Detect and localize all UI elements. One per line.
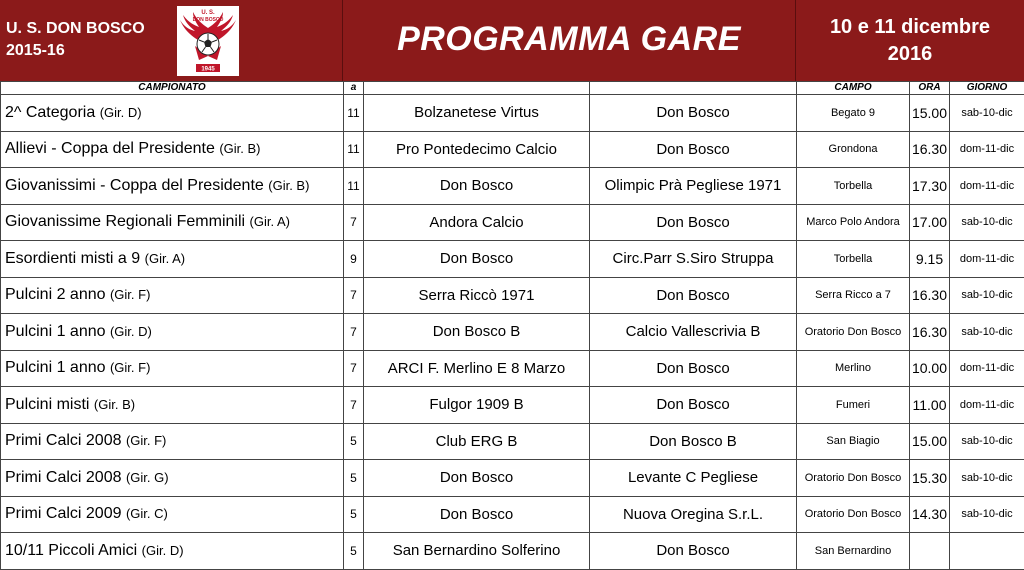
away-team-cell: Don Bosco B <box>590 423 797 460</box>
girone-label: (Gir. D) <box>100 105 142 120</box>
campionato-cell <box>1 168 344 205</box>
home-team-cell: Fulgor 1909 B <box>364 387 590 424</box>
players-cell: 5 <box>344 533 364 570</box>
away-team-cell: Nuova Oregina S.r.L. <box>590 496 797 533</box>
players-cell: 5 <box>344 460 364 497</box>
day-cell: dom-11-dic <box>950 241 1024 278</box>
table-row <box>1 387 1024 424</box>
venue-cell: Fumeri <box>797 387 910 424</box>
campionato-cell <box>1 460 344 497</box>
campionato-cell <box>1 314 344 351</box>
players-cell: 9 <box>344 241 364 278</box>
venue-cell: Torbella <box>797 241 910 278</box>
date-year: 2016 <box>796 41 1024 68</box>
campionato-name: Primi Calci 2008 <box>5 432 121 449</box>
home-team-cell: Don Bosco <box>364 241 590 278</box>
campionato-cell <box>1 241 344 278</box>
venue-cell: Oratorio Don Bosco <box>797 460 910 497</box>
time-cell: 11.00 <box>910 387 950 424</box>
home-team-cell: Don Bosco <box>364 496 590 533</box>
campionato-name: Esordienti misti a 9 <box>5 250 140 267</box>
away-team-cell: Don Bosco <box>590 387 797 424</box>
campionato-cell <box>1 95 344 132</box>
campionato-name: Primi Calci 2009 <box>5 505 121 522</box>
campionato-cell <box>1 496 344 533</box>
home-team-cell: Pro Pontedecimo Calcio <box>364 131 590 168</box>
away-team-cell: Circ.Parr S.Siro Struppa <box>590 241 797 278</box>
event-date <box>796 14 1024 68</box>
campionato-name: 10/11 Piccoli Amici <box>5 542 137 559</box>
day-cell: sab-10-dic <box>950 277 1024 314</box>
venue-cell: Torbella <box>797 168 910 205</box>
girone-label: (Gir. B) <box>268 178 309 193</box>
campionato-name: Pulcini misti <box>5 396 89 413</box>
venue-cell: Grondona <box>797 131 910 168</box>
day-cell: sab-10-dic <box>950 95 1024 132</box>
campionato-name: Primi Calci 2008 <box>5 469 121 486</box>
col-header-a: a <box>344 82 364 95</box>
players-cell: 5 <box>344 496 364 533</box>
girone-label: (Gir. F) <box>126 433 166 448</box>
table-row <box>1 350 1024 387</box>
campionato-name: Pulcini 1 anno <box>5 323 106 340</box>
time-cell: 15.00 <box>910 423 950 460</box>
table-row <box>1 423 1024 460</box>
col-header-away <box>590 82 797 95</box>
away-team-cell: Don Bosco <box>590 204 797 241</box>
time-cell: 15.00 <box>910 95 950 132</box>
away-team-cell: Calcio Vallescrivia B <box>590 314 797 351</box>
home-team-cell: Don Bosco B <box>364 314 590 351</box>
svg-text:U. S.: U. S. <box>201 10 215 16</box>
time-cell: 15.30 <box>910 460 950 497</box>
campionato-cell <box>1 387 344 424</box>
players-cell: 11 <box>344 131 364 168</box>
col-header-campionato: CAMPIONATO <box>1 82 344 95</box>
home-team-cell: Don Bosco <box>364 168 590 205</box>
away-team-cell: Don Bosco <box>590 95 797 132</box>
home-team-cell: ARCI F. Merlino E 8 Marzo <box>364 350 590 387</box>
home-team-cell: Andora Calcio <box>364 204 590 241</box>
table-body <box>1 95 1024 570</box>
away-team-cell: Don Bosco <box>590 533 797 570</box>
time-cell <box>910 533 950 570</box>
col-header-ora: ORA <box>910 82 950 95</box>
campionato-name: Allievi - Coppa del Presidente <box>5 140 215 157</box>
girone-label: (Gir. C) <box>126 506 168 521</box>
time-cell: 16.30 <box>910 277 950 314</box>
venue-cell: Merlino <box>797 350 910 387</box>
club-logo <box>177 6 239 76</box>
players-cell: 7 <box>344 314 364 351</box>
girone-label: (Gir. G) <box>126 470 169 485</box>
time-cell: 14.30 <box>910 496 950 533</box>
day-cell: sab-10-dic <box>950 460 1024 497</box>
col-header-giorno: GIORNO <box>950 82 1024 95</box>
away-team-cell: Olimpic Prà Pegliese 1971 <box>590 168 797 205</box>
day-cell: sab-10-dic <box>950 496 1024 533</box>
time-cell: 10.00 <box>910 350 950 387</box>
away-team-cell: Don Bosco <box>590 350 797 387</box>
time-cell: 17.30 <box>910 168 950 205</box>
soccer-ball-wings-icon <box>177 6 239 76</box>
campionato-cell <box>1 277 344 314</box>
venue-cell: Begato 9 <box>797 95 910 132</box>
girone-label: (Gir. B) <box>94 397 135 412</box>
away-team-cell: Don Bosco <box>590 131 797 168</box>
club-name: U. S. DON BOSCO <box>6 18 145 40</box>
table-row <box>1 95 1024 132</box>
players-cell: 11 <box>344 168 364 205</box>
players-cell: 7 <box>344 350 364 387</box>
girone-label: (Gir. A) <box>250 214 290 229</box>
home-team-cell: San Bernardino Solferino <box>364 533 590 570</box>
table-row <box>1 277 1024 314</box>
season: 2015-16 <box>6 40 145 62</box>
table-row <box>1 241 1024 278</box>
day-cell: dom-11-dic <box>950 387 1024 424</box>
club-info <box>6 18 145 62</box>
girone-label: (Gir. F) <box>110 360 150 375</box>
campionato-name: Giovanissimi - Coppa del Presidente <box>5 177 264 194</box>
col-header-campo: CAMPO <box>797 82 910 95</box>
girone-label: (Gir. F) <box>110 287 150 302</box>
campionato-cell <box>1 350 344 387</box>
table-row <box>1 460 1024 497</box>
table-row <box>1 314 1024 351</box>
campionato-cell <box>1 204 344 241</box>
venue-cell: Oratorio Don Bosco <box>797 314 910 351</box>
time-cell: 16.30 <box>910 131 950 168</box>
table-row <box>1 204 1024 241</box>
campionato-name: Giovanissime Regionali Femminili <box>5 213 245 230</box>
header-bar <box>0 0 1024 81</box>
table-row <box>1 533 1024 570</box>
players-cell: 11 <box>344 95 364 132</box>
girone-label: (Gir. B) <box>219 141 260 156</box>
date-days: 10 e 11 dicembre <box>796 14 1024 41</box>
day-cell: dom-11-dic <box>950 168 1024 205</box>
day-cell: sab-10-dic <box>950 204 1024 241</box>
venue-cell: Serra Ricco a 7 <box>797 277 910 314</box>
campionato-name: Pulcini 1 anno <box>5 359 106 376</box>
venue-cell: San Bernardino <box>797 533 910 570</box>
day-cell: sab-10-dic <box>950 314 1024 351</box>
players-cell: 7 <box>344 387 364 424</box>
venue-cell: Oratorio Don Bosco <box>797 496 910 533</box>
girone-label: (Gir. D) <box>142 543 184 558</box>
home-team-cell: Don Bosco <box>364 460 590 497</box>
day-cell: dom-11-dic <box>950 131 1024 168</box>
campionato-cell <box>1 423 344 460</box>
venue-cell: San Biagio <box>797 423 910 460</box>
col-header-home <box>364 82 590 95</box>
campionato-cell <box>1 131 344 168</box>
time-cell: 9.15 <box>910 241 950 278</box>
girone-label: (Gir. D) <box>110 324 152 339</box>
campionato-name: 2^ Categoria <box>5 104 95 121</box>
page-title: PROGRAMMA GARE <box>343 20 795 59</box>
players-cell: 7 <box>344 277 364 314</box>
venue-cell: Marco Polo Andora <box>797 204 910 241</box>
day-cell: dom-11-dic <box>950 350 1024 387</box>
table-row <box>1 168 1024 205</box>
svg-text:DON BOSCO: DON BOSCO <box>193 17 224 23</box>
table-header-row <box>1 82 1024 95</box>
campionato-cell <box>1 533 344 570</box>
day-cell <box>950 533 1024 570</box>
players-cell: 7 <box>344 204 364 241</box>
table-row <box>1 496 1024 533</box>
svg-text:1945: 1945 <box>201 67 215 73</box>
girone-label: (Gir. A) <box>145 251 185 266</box>
home-team-cell: Bolzanetese Virtus <box>364 95 590 132</box>
day-cell: sab-10-dic <box>950 423 1024 460</box>
players-cell: 5 <box>344 423 364 460</box>
table-row <box>1 131 1024 168</box>
away-team-cell: Don Bosco <box>590 277 797 314</box>
away-team-cell: Levante C Pegliese <box>590 460 797 497</box>
time-cell: 17.00 <box>910 204 950 241</box>
campionato-name: Pulcini 2 anno <box>5 286 106 303</box>
schedule-table <box>0 81 1024 570</box>
home-team-cell: Club ERG B <box>364 423 590 460</box>
home-team-cell: Serra Riccò 1971 <box>364 277 590 314</box>
time-cell: 16.30 <box>910 314 950 351</box>
